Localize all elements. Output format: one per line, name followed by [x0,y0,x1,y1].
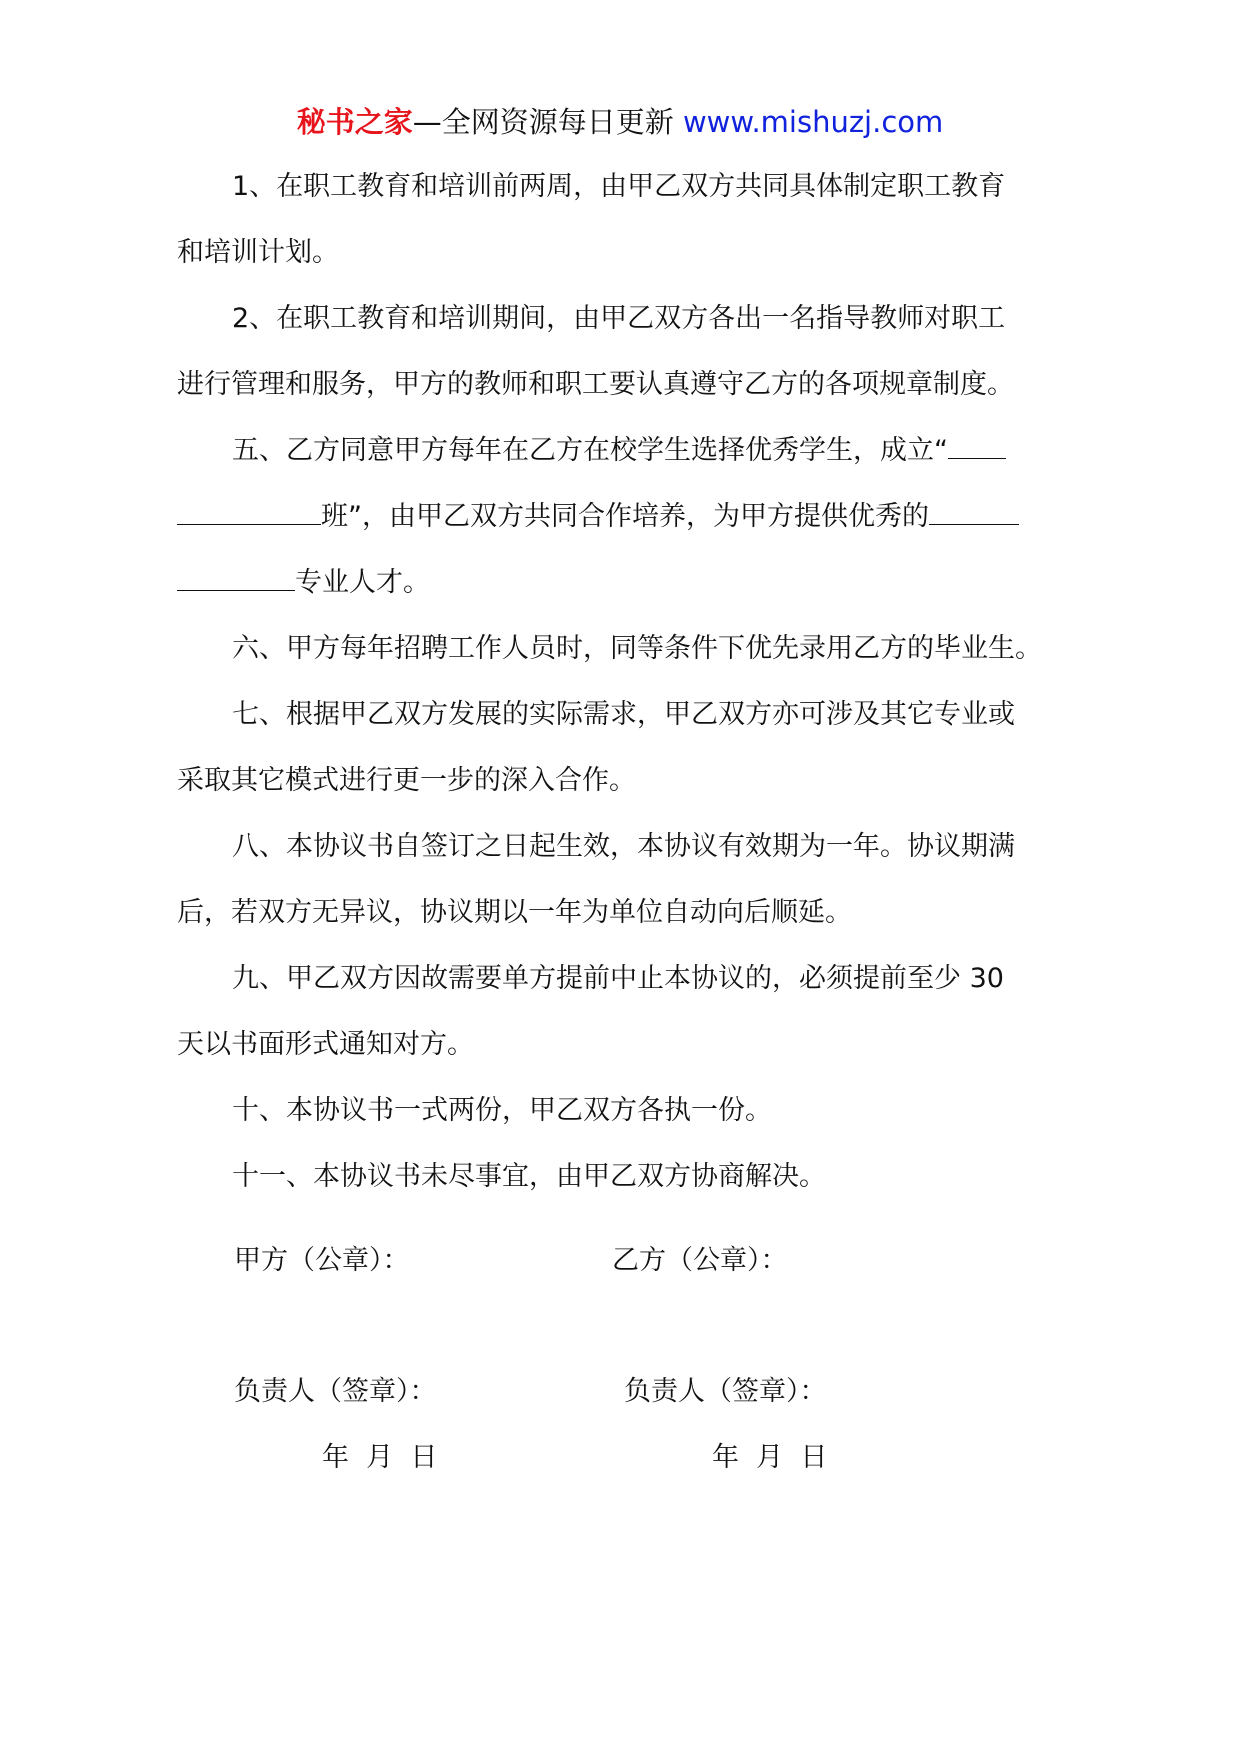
clause-5-line-2 [177,484,1019,550]
clause-5-text-3: 专业人才。 [295,567,430,598]
clause-5-text-2: 班”，由甲乙双方共同合作培养，为甲方提供优秀的 [321,501,929,532]
class-name-blank[interactable] [177,494,321,525]
party-b-date-label: 年 月 日 [712,1442,828,1473]
major-blank-start[interactable] [929,494,1019,525]
major-blank[interactable] [177,560,295,591]
clause-2-line-2: 进行管理和服务，甲方的教师和职工要认真遵守乙方的各项规章制度。 [177,369,1014,400]
clause-5-text-1: 五、乙方同意甲方每年在乙方在校学生选择优秀学生，成立“ [232,435,948,466]
clause-11-line-1: 十一、本协议书未尽事宜，由甲乙双方协商解决。 [232,1161,826,1192]
clause-10-line-1: 十、本协议书一式两份，甲乙双方各执一份。 [232,1095,772,1126]
site-url[interactable]: www.mishuzj.com [682,105,944,139]
clause-8-line-1: 八、本协议书自签订之日起生效，本协议有效期为一年。协议期满 [232,831,1015,862]
clause-2-line-1: 2、在职工教育和培训期间，由甲乙双方各出一名指导教师对职工 [232,303,1006,334]
party-b-seal-label: 乙方（公章）： [612,1245,788,1276]
clause-5-line-3 [177,550,430,616]
clause-1-line-1: 1、在职工教育和培训前两周，由甲乙双方共同具体制定职工教育 [232,171,1006,202]
party-a-date-label: 年 月 日 [322,1442,438,1473]
clause-7-line-1: 七、根据甲乙双方发展的实际需求，甲乙双方亦可涉及其它专业或 [232,699,1015,730]
party-b-representative-label: 负责人（签章）： [624,1376,827,1407]
clause-6-line-1: 六、甲方每年招聘工作人员时，同等条件下优先录用乙方的毕业生。 [232,633,1042,664]
party-a-representative-label: 负责人（签章）： [234,1376,437,1407]
party-a-seal-label: 甲方（公章）： [234,1245,410,1276]
header-tagline: —全网资源每日更新 [412,105,674,139]
clause-7-line-2: 采取其它模式进行更一步的深入合作。 [177,765,636,796]
clause-9-line-2: 天以书面形式通知对方。 [177,1029,474,1060]
page-header [0,102,1240,142]
clause-9-line-1: 九、甲乙双方因故需要单方提前中止本协议的，必须提前至少 30 [232,963,1004,994]
brand-name: 秘书之家 [296,105,413,139]
class-name-blank-start[interactable] [948,428,1006,459]
clause-1-line-2: 和培训计划。 [177,237,339,268]
clause-5-line-1 [232,418,1006,484]
clause-8-line-2: 后，若双方无异议，协议期以一年为单位自动向后顺延。 [177,897,852,928]
